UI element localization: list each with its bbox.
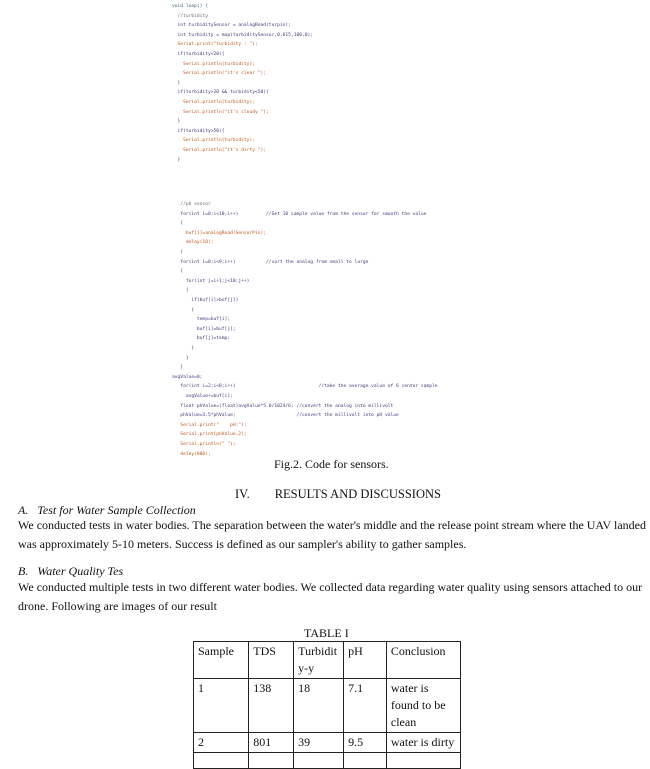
table-header-row: [194, 642, 461, 679]
code-line: buf[i]=buf[j];: [172, 326, 236, 332]
code-line: int turbidity = map(turbiditySensor,0,615,100,0);: [172, 32, 314, 38]
code-line: Serial.println(turbidity);: [172, 138, 255, 144]
code-line: avgValue=0;: [172, 374, 203, 380]
table-cell: 138: [249, 679, 294, 733]
table-cell: [344, 753, 387, 769]
header-cell: Turbidit y-y: [294, 642, 344, 679]
table-cell: 39: [294, 733, 344, 753]
table-cell: 2: [194, 733, 249, 753]
code-line: for(int j=i+1;j<10;j++): [172, 278, 250, 284]
code-line: {: [172, 269, 184, 275]
header-cell: pH: [344, 642, 387, 679]
code-line: for(int i=0;i<9;i++) //sort the analog from small to large: [172, 259, 369, 265]
code-line: }: [172, 355, 189, 361]
code-line: }: [172, 346, 195, 351]
code-line: {: [172, 307, 195, 313]
table-cell: 18: [294, 679, 344, 733]
section-heading: IV. RESULTS AND DISCUSSIONS: [235, 487, 441, 501]
code-line: delay(800);: [172, 451, 211, 457]
table-row: [194, 679, 461, 733]
code-line: }: [172, 365, 184, 371]
subsection-b-heading: B. Water Quality Tes: [18, 564, 124, 578]
code-line: avgValue+=buf[i];: [172, 394, 233, 399]
paragraph-a: We conducted tests in water bodies. The separation between the water's middle and the release point stream where the UAV landed was approximately 5-10 meters. Success is defined as our sampler's ability to gather samples.: [18, 518, 646, 551]
code-line: void loop() {: [172, 4, 208, 9]
code-line: {: [172, 288, 189, 294]
code-line: if(buf[i]>buf[j]): [172, 298, 239, 303]
code-line: }: [172, 119, 181, 125]
subsection-a-heading: A. Test for Water Sample Collection: [18, 503, 196, 517]
table-cell: 1: [194, 679, 249, 733]
code-line: temp=buf[i];: [172, 317, 231, 323]
code-line: buf[j]=temp;: [172, 336, 231, 342]
table-title: TABLE I: [304, 626, 349, 640]
code-line: //turbidity: [172, 13, 208, 19]
header-cell: Conclusion: [386, 642, 460, 679]
code-line: float phValue=(float)avgValue*5.0/1024/6; //convert the analog into millivolt: [172, 403, 394, 409]
paragraph-b: We conducted multiple tests in two different water bodies. We collected data regarding water quality using sensors attached to our drone. Following are images of our result: [18, 580, 643, 613]
code-line: phValue=3.5*phValue; //convert the millivolt into pH value: [172, 413, 399, 419]
code-line: Serial.println("it's dirty ");: [172, 148, 267, 153]
code-line: int turbiditySensor = analogRead(turpin);: [172, 23, 291, 29]
code-line: buf[i]=analogRead(SensorPin);: [172, 230, 267, 236]
code-line: delay(10);: [172, 240, 214, 246]
code-line: Serial.println("it's cloudy ");: [172, 109, 269, 115]
code-line: }: [172, 250, 184, 255]
table-cell: 7.1: [344, 679, 387, 733]
code-line: if(turbidity>20 && turbidity<50){: [172, 90, 269, 96]
figure-caption: Fig.2. Code for sensors.: [274, 457, 389, 471]
code-line: //ph sensor: [172, 202, 211, 207]
header-cell: Sample: [194, 642, 249, 679]
code-line: for(int i=2;i<8;i++) //take the average value of 6 center sample: [172, 384, 438, 390]
code-line: Serial.println("it's clear ");: [172, 71, 267, 77]
table-cell: [294, 753, 344, 769]
code-line: Serial.println(" ");: [172, 442, 236, 447]
table-cell: water is dirty: [386, 733, 460, 753]
table-row: [194, 753, 461, 769]
table-cell: 9.5: [344, 733, 387, 753]
code-line: Serial.print(" pH:");: [172, 422, 247, 428]
code-line: for(int i=0;i<10;i++) //Get 10 sample value from the sensor for smooth the value: [172, 211, 427, 217]
table-cell: [194, 753, 249, 769]
table-cell: 801: [249, 733, 294, 753]
code-line: }: [172, 80, 181, 86]
code-line: Serial.print("turbidity : ");: [172, 42, 258, 48]
code-line: Serial.println(turbidity);: [172, 61, 255, 67]
table-cell: water is found to be clean: [386, 679, 460, 733]
header-cell: TDS: [249, 642, 294, 679]
code-line: Serial.print(phValue,2);: [172, 432, 247, 438]
table-cell: [386, 753, 460, 769]
code-line: Serial.println(turbidity);: [172, 100, 255, 105]
code-line: {: [172, 221, 184, 227]
table-cell: [249, 753, 294, 769]
code-line: if(turbidity>50){: [172, 128, 225, 134]
code-line: }: [172, 157, 181, 163]
code-line: if(turbidity<20){: [172, 52, 225, 57]
